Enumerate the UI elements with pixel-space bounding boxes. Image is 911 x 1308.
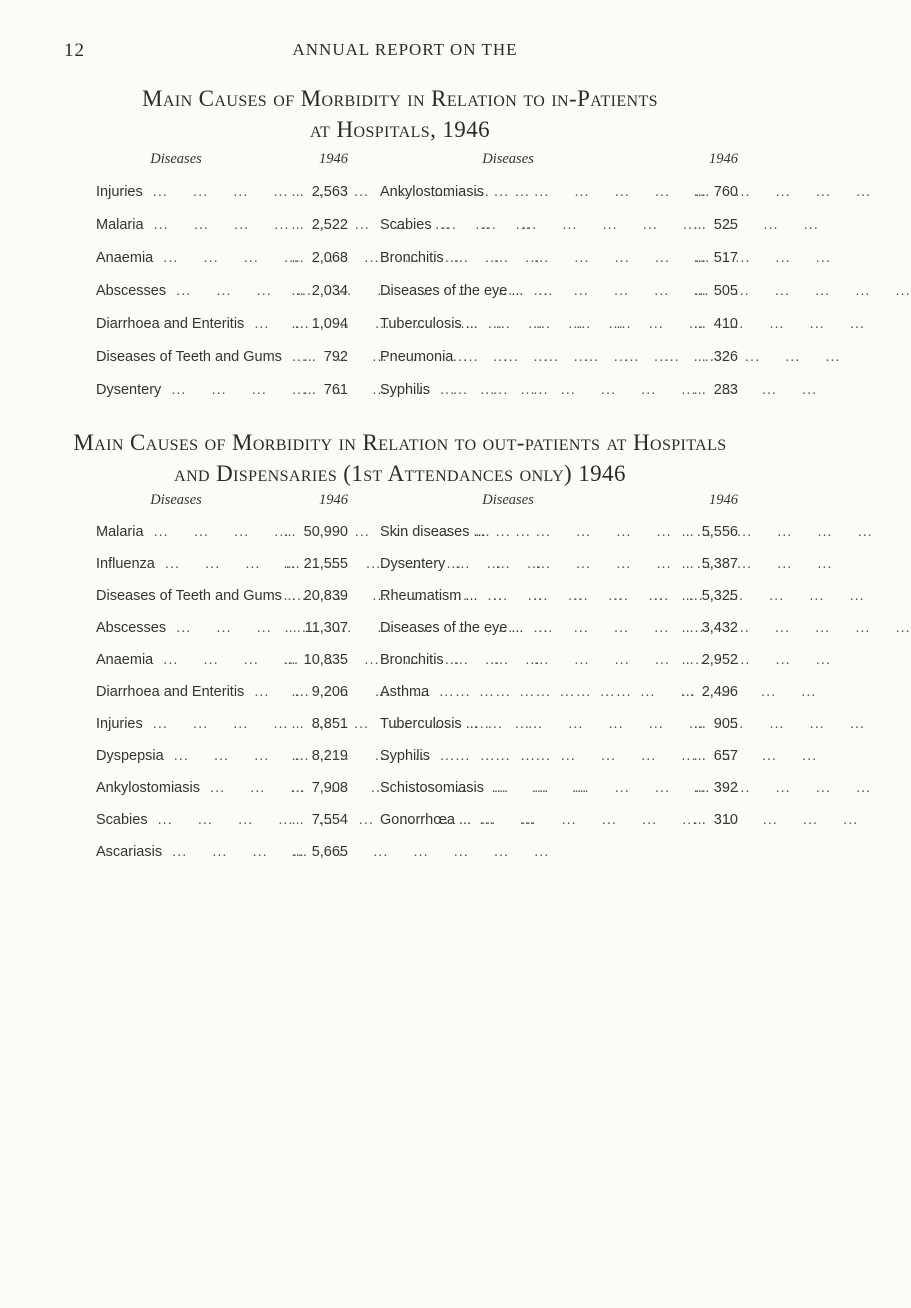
outpatients-right-disease-count: ... 905 bbox=[638, 708, 746, 740]
inpatients-left-disease-count: ... 2,068 bbox=[256, 241, 356, 274]
inpatients-right-disease-name: Scabies ... bbox=[378, 208, 638, 241]
inpatients-right-disease-count: ... 505 bbox=[638, 274, 746, 307]
inpatients-right-disease-count: ... 326 bbox=[638, 340, 746, 373]
inpatients-left-disease-count: ... 1,094 bbox=[256, 307, 356, 340]
outpatients-right-disease-name: Gonorrhœa ... ... bbox=[378, 804, 638, 836]
outpatients-right-disease-name: Rheumatism ... ... bbox=[378, 580, 638, 612]
inpatients-left-disease-name: Malaria ... bbox=[96, 208, 256, 241]
outpatients-left-disease-name: Scabies ... bbox=[96, 804, 256, 836]
outpatients-table-row bbox=[96, 708, 746, 740]
outpatients-left-disease-count: ... 7,554 bbox=[256, 804, 356, 836]
inpatients-left-disease-name: Injuries ... bbox=[96, 175, 256, 208]
inpatients-left-disease-name: Diarrhoea and Enteritis ... bbox=[96, 307, 256, 340]
outpatients-left-disease-count: ... 10,835 bbox=[256, 644, 356, 676]
inpatients-table-row bbox=[96, 208, 746, 241]
inpatients-col-diseases-right: Diseases bbox=[482, 150, 534, 167]
outpatients-left-disease-name: Influenza ... bbox=[96, 548, 256, 580]
outpatients-header-row bbox=[96, 490, 746, 516]
outpatients-left-disease-count: ... 50,990 bbox=[256, 516, 356, 548]
running-head: ANNUAL REPORT ON THE bbox=[292, 40, 518, 59]
inpatients-left-disease-count: ... 792 bbox=[256, 340, 356, 373]
inpatients-right-disease-count: ... 525 bbox=[638, 208, 746, 241]
page-number: 12 bbox=[64, 40, 85, 61]
inpatients-right-disease-count: ... 517 bbox=[638, 241, 746, 274]
inpatients-table-row bbox=[96, 307, 746, 340]
empty-cell bbox=[638, 836, 746, 868]
inpatients-right-disease-count: ... 283 bbox=[638, 373, 746, 406]
outpatients-table-row bbox=[96, 772, 746, 804]
outpatients-right-disease-name: Syphilis ... bbox=[378, 740, 638, 772]
inpatients-title-line2: at Hospitals, 1946 bbox=[309, 117, 490, 142]
inpatients-title bbox=[0, 83, 800, 145]
inpatients-right-disease-name: Bronchitis ... bbox=[378, 241, 638, 274]
inpatients-left-disease-count: ... 761 bbox=[256, 373, 356, 406]
outpatients-title bbox=[0, 427, 800, 489]
outpatients-table-row bbox=[96, 612, 746, 644]
outpatients-title-line2: and Dispensaries (1st Attendances only) 1946 bbox=[174, 461, 626, 486]
outpatients-right-disease-name: Schistosomiasis ... bbox=[378, 772, 638, 804]
inpatients-right-disease-name: Diseases of the eye ... ... bbox=[378, 274, 638, 307]
outpatients-left-disease-name: Abscesses ... bbox=[96, 612, 256, 644]
outpatients-left-disease-count: ... 8,851 bbox=[256, 708, 356, 740]
outpatients-table bbox=[96, 490, 746, 868]
outpatients-right-disease-name: Tuberculosis ... ... bbox=[378, 708, 638, 740]
outpatients-table-row bbox=[96, 836, 746, 868]
outpatients-left-disease-count: ... 11,307 bbox=[256, 612, 356, 644]
inpatients-col-year-right: 1946 bbox=[709, 150, 738, 167]
inpatients-right-disease-count: ... 410 bbox=[638, 307, 746, 340]
outpatients-right-disease-count: ... 3,432 bbox=[638, 612, 746, 644]
outpatients-table-row bbox=[96, 516, 746, 548]
inpatients-left-disease-name: Anaemia ... bbox=[96, 241, 256, 274]
outpatients-left-disease-name: Malaria ... bbox=[96, 516, 256, 548]
outpatients-col-diseases-right: Diseases bbox=[482, 491, 534, 508]
outpatients-left-disease-count: ... 7,908 bbox=[256, 772, 356, 804]
outpatients-col-year-right: 1946 bbox=[709, 491, 738, 508]
outpatients-right-disease-name: Dysentery ... bbox=[378, 548, 638, 580]
inpatients-table-row bbox=[96, 340, 746, 373]
outpatients-left-disease-name: Diseases of Teeth and Gums ... bbox=[96, 580, 256, 612]
inpatients-left-disease-count: ... 2,522 bbox=[256, 208, 356, 241]
outpatients-left-disease-count: ... 21,555 bbox=[256, 548, 356, 580]
outpatients-table-row bbox=[96, 676, 746, 708]
outpatients-right-disease-count: ... 657 bbox=[638, 740, 746, 772]
outpatients-right-disease-name: Skin diseases ... ... bbox=[378, 516, 638, 548]
outpatients-left-disease-count: ... 5,665 bbox=[256, 836, 356, 868]
inpatients-title-line1: Main Causes of Morbidity in Relation to in-Patients bbox=[142, 86, 658, 111]
inpatients-table-row bbox=[96, 175, 746, 208]
inpatients-left-disease-name: Abscesses ... bbox=[96, 274, 256, 307]
inpatients-left-disease-name: Dysentery ... bbox=[96, 373, 256, 406]
outpatients-right-disease-name: Asthma ... bbox=[378, 676, 638, 708]
outpatients-right-disease-count: ... 5,556 bbox=[638, 516, 746, 548]
inpatients-right-disease-name: Ankylostomiasis ... bbox=[378, 175, 638, 208]
inpatients-col-diseases-left: Diseases bbox=[150, 150, 202, 167]
outpatients-right-disease-name: Diseases of the eye ... ... bbox=[378, 612, 638, 644]
outpatients-right-disease-count: ... 310 bbox=[638, 804, 746, 836]
inpatients-table-row bbox=[96, 373, 746, 406]
inpatients-right-disease-name: Tuberculosis ... ... bbox=[378, 307, 638, 340]
outpatients-left-disease-name: Injuries ... bbox=[96, 708, 256, 740]
inpatients-left-disease-count: ... 2,563 bbox=[256, 175, 356, 208]
inpatients-col-year-left: 1946 bbox=[319, 150, 348, 167]
inpatients-table bbox=[96, 149, 746, 406]
inpatients-header-row bbox=[96, 149, 746, 175]
outpatients-right-disease-name: Bronchitis ... bbox=[378, 644, 638, 676]
outpatients-right-disease-count: ... 2,952 bbox=[638, 644, 746, 676]
outpatients-col-year-left: 1946 bbox=[319, 491, 348, 508]
outpatients-left-disease-name: Ascariasis ... bbox=[96, 836, 256, 868]
inpatients-right-disease-name: Syphilis ... bbox=[378, 373, 638, 406]
inpatients-table-row bbox=[96, 241, 746, 274]
outpatients-left-disease-name: Dyspepsia ... bbox=[96, 740, 256, 772]
outpatients-table-row bbox=[96, 644, 746, 676]
outpatients-left-disease-count: ... 20,839 bbox=[256, 580, 356, 612]
inpatients-right-disease-name: Pneumonia ... bbox=[378, 340, 638, 373]
outpatients-title-line1: Main Causes of Morbidity in Relation to out-patients at Hospitals bbox=[73, 430, 727, 455]
inpatients-left-disease-count: ... 2,034 bbox=[256, 274, 356, 307]
inpatients-right-disease-count: ... 760 bbox=[638, 175, 746, 208]
inpatients-left-disease-name: Diseases of Teeth and Gums ... bbox=[96, 340, 256, 373]
inpatients-table-row bbox=[96, 274, 746, 307]
page-header bbox=[64, 40, 736, 60]
outpatients-table-row bbox=[96, 804, 746, 836]
outpatients-right-disease-count: ... 392 bbox=[638, 772, 746, 804]
outpatients-left-disease-count: ... 8,219 bbox=[256, 740, 356, 772]
outpatients-right-disease-count: ... 5,387 bbox=[638, 548, 746, 580]
outpatients-right-disease-count: ... 5,325 bbox=[638, 580, 746, 612]
outpatients-table-row bbox=[96, 740, 746, 772]
outpatients-left-disease-name: Diarrhoea and Enteritis ... bbox=[96, 676, 256, 708]
outpatients-right-disease-count: ... 2,496 bbox=[638, 676, 746, 708]
outpatients-table-row bbox=[96, 548, 746, 580]
outpatients-left-disease-name: Anaemia ... bbox=[96, 644, 256, 676]
outpatients-left-disease-count: ... 9,206 bbox=[256, 676, 356, 708]
outpatients-col-diseases-left: Diseases bbox=[150, 491, 202, 508]
outpatients-table-row bbox=[96, 580, 746, 612]
outpatients-left-disease-name: Ankylostomiasis ... bbox=[96, 772, 256, 804]
